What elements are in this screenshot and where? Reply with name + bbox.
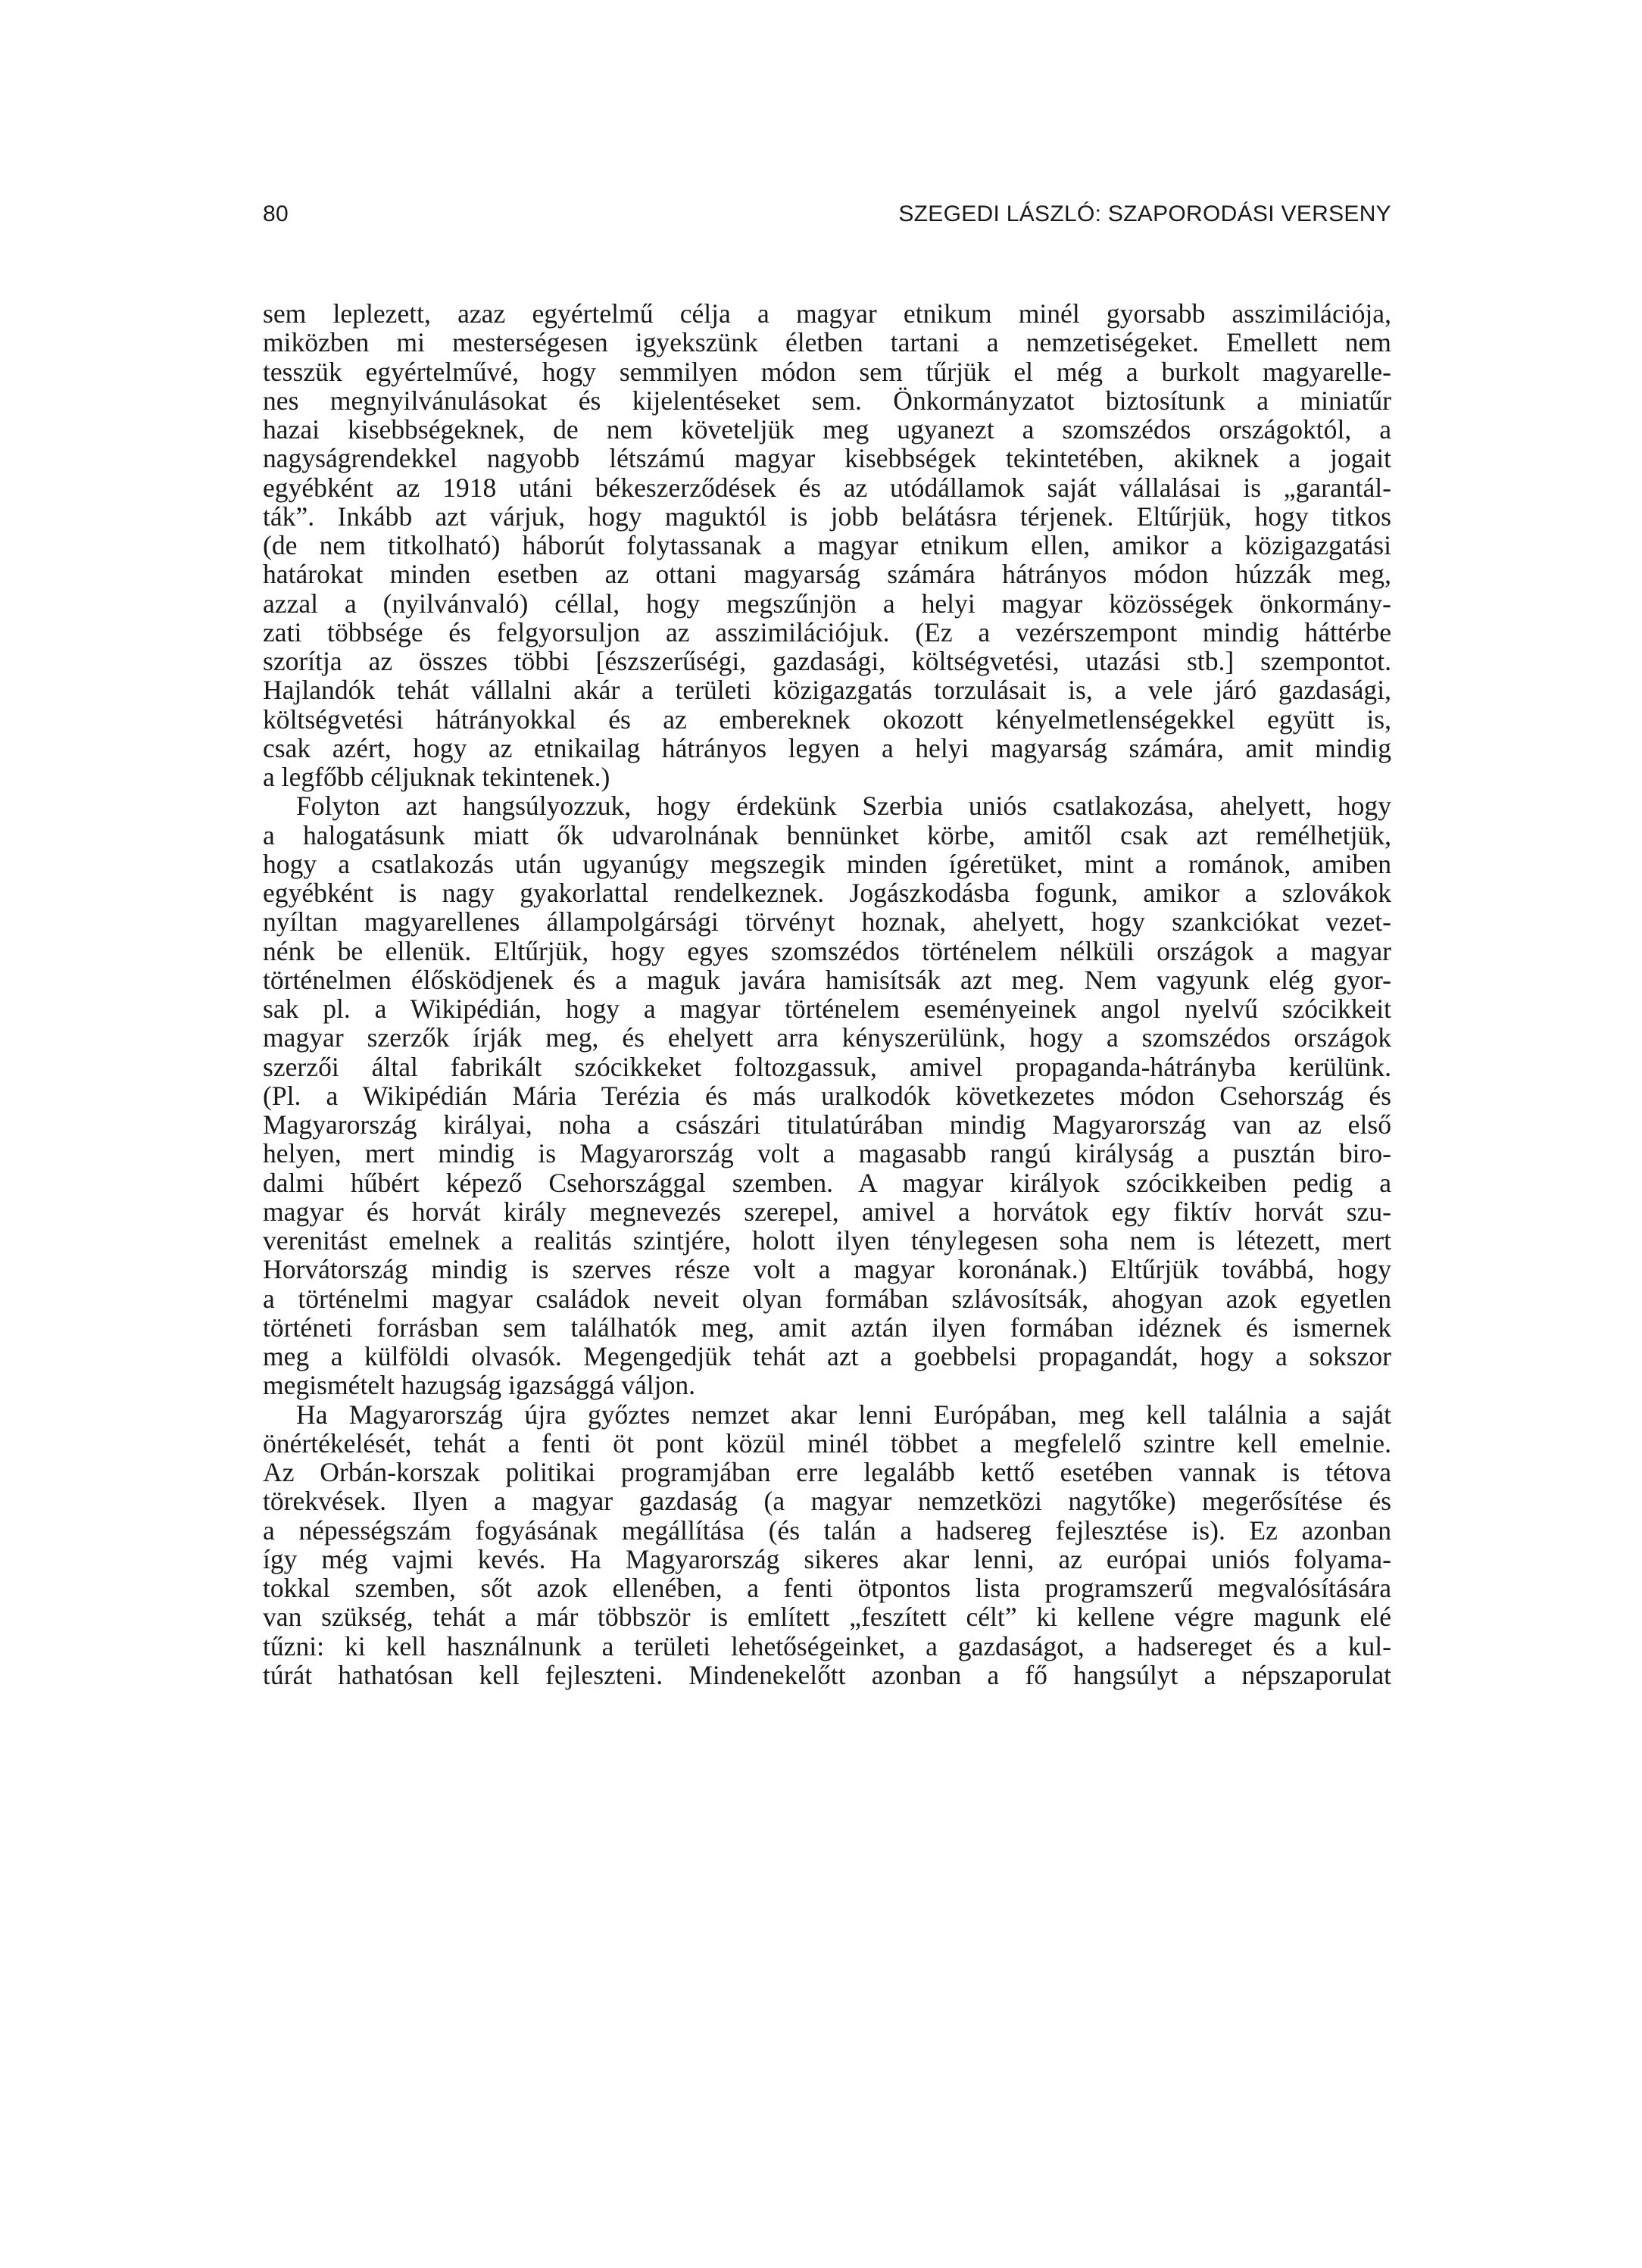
- text-line: szerzői által fabrikált szócikkeket foltozgassuk, amivel propaganda-hátrányba kerülünk.: [263, 1051, 1391, 1082]
- text-line: tokkal szemben, sőt azok ellenében, a fenti ötpontos lista programszerű megvalósítására: [263, 1573, 1391, 1603]
- text-line: költségvetési hátrányokkal és az embereknek okozott kényelmetlenségekkel együtt is,: [263, 703, 1391, 735]
- text-line: Ha Magyarország újra győztes nemzet akar lenni Európában, meg kell találnia a saját: [296, 1399, 1391, 1430]
- paragraph: [263, 299, 1391, 791]
- text-line: hogy a csatlakozás után ugyanúgy megszegik minden ígéretüket, mint a románok, amiben: [263, 848, 1391, 879]
- text-line: hazai kisebbségeknek, de nem követeljük meg ugyanezt a szomszédos országoktól, a: [263, 414, 1391, 445]
- text-line: megismételt hazugság igazsággá váljon.: [263, 1370, 696, 1401]
- text-line: egyébként is nagy gyakorlattal rendelkeznek. Jogászkodásba fogunk, amikor a szlovákok: [263, 878, 1391, 908]
- text-line: önértékelését, tehát a fenti öt pont közül minél többet a megfelelő szintre kell emelnie.: [263, 1427, 1391, 1458]
- text-line: helyen, mert mindig is Magyarország volt a magasabb rangú királyság a pusztán biro-: [263, 1138, 1391, 1169]
- paragraph: [263, 791, 1391, 1399]
- text-line: magyar szerzők írják meg, és ehelyett arra kényszerülünk, hogy a szomszédos országok: [263, 1022, 1391, 1053]
- text-line: zati többsége és felgyorsuljon az asszimilációjuk. (Ez a vezérszempont mindig háttérbe: [263, 616, 1391, 647]
- text-line: magyar és horvát király megnevezés szerepel, amivel a horvátok egy fiktív horvát szu-: [263, 1196, 1391, 1227]
- text-line: tűzni: ki kell használnunk a területi lehetőségeinket, a gazdaságot, a hadsereget és a kul-: [263, 1630, 1391, 1661]
- text-line: Az Orbán-korszak politikai programjában erre legalább kettő esetében vannak is tétova: [263, 1457, 1391, 1487]
- page-number: 80: [263, 201, 289, 226]
- text-line: ták”. Inkább azt várjuk, hogy maguktól is jobb belátásra térjenek. Eltűrjük, hogy titkos: [263, 501, 1391, 532]
- text-line: sem leplezett, azaz egyértelmű célja a magyar etnikum minél gyorsabb asszimilációja,: [263, 298, 1391, 329]
- text-line: törekvések. Ilyen a magyar gazdaság (a magyar nemzetközi nagytőke) megerősítése és: [263, 1486, 1391, 1517]
- text-line: a legfőbb céljuknak tekintenek.): [263, 762, 610, 792]
- text-line: Horvátország mindig is szerves része volt a magyar koronának.) Eltűrjük továbbá, hogy: [263, 1254, 1391, 1285]
- text-line: csak azért, hogy az etnikailag hátrányos legyen a helyi magyarság számára, amit mindig: [263, 732, 1391, 763]
- text-line: a népességszám fogyásának megállítása (és talán a hadsereg fejlesztése is). Ez azonban: [263, 1515, 1391, 1546]
- text-line: Folyton azt hangsúlyozzuk, hogy érdekünk Szerbia uniós csatlakozása, ahelyett, hogy: [296, 791, 1391, 822]
- text-line: (de nem titkolható) háborút folytassanak a magyar etnikum ellen, amikor a közigazgatási: [263, 530, 1391, 560]
- text-line: dalmi hűbért képező Csehországgal szemben. A magyar királyok szócikkeiben pedig a: [263, 1167, 1391, 1198]
- text-line: nyíltan magyarellenes állampolgársági törvényt hoznak, ahelyett, hogy szankciókat vezet-: [263, 906, 1391, 937]
- text-line: van szükség, tehát a már többször is említett „feszített célt” ki kellene végre magunk elé: [263, 1602, 1391, 1633]
- text-line: a történelmi magyar családok neveit olyan formában szlávosítsák, ahogyan azok egyetlen: [263, 1283, 1391, 1314]
- text-line: azzal a (nyilvánvaló) céllal, hogy megszűnjön a helyi magyar közösségek önkormány-: [263, 588, 1391, 619]
- running-header: [263, 201, 1391, 227]
- text-line: határokat minden esetben az ottani magyarság számára hátrányos módon húzzák meg,: [263, 559, 1391, 590]
- running-title: SZEGEDI LÁSZLÓ: SZAPORODÁSI VERSENY: [898, 201, 1391, 226]
- text-line: történelmen élősködjenek és a maguk javára hamisítsák azt meg. Nem vagyunk elég gyor-: [263, 964, 1391, 995]
- text-line: (Pl. a Wikipédián Mária Terézia és más uralkodók következetes módon Csehország és: [263, 1080, 1391, 1111]
- paragraph: [263, 1400, 1391, 1690]
- text-line: Hajlandók tehát vállalni akár a területi közigazgatás torzulásait is, a vele járó gazdasági,: [263, 675, 1391, 706]
- text-line: túrát hathatósan kell fejleszteni. Mindenekelőtt azonban a fő hangsúlyt a népszaporulat: [263, 1659, 1391, 1690]
- text-line: sak pl. a Wikipédián, hogy a magyar történelem eseményeinek angol nyelvű szócikkeit: [263, 994, 1391, 1024]
- text-line: a halogatásunk miatt ők udvarolnának bennünket körbe, amitől csak azt remélhetjük,: [263, 819, 1391, 850]
- text-line: Magyarország királyai, noha a császári titulatúrában mindig Magyarország van az első: [263, 1109, 1391, 1140]
- text-line: tesszük egyértelművé, hogy semmilyen módon sem tűrjük el még a burkolt magyarelle-: [263, 356, 1391, 387]
- text-line: történeti forrásban sem találhatók meg, amit aztán ilyen formában idéznek és ismernek: [263, 1312, 1391, 1343]
- text-line: miközben mi mesterségesen igyekszünk életben tartani a nemzetiségeket. Emellett nem: [263, 327, 1391, 358]
- text-line: szorítja az összes többi [észszerűségi, gazdasági, költségvetési, utazási stb.] szempontot.: [263, 646, 1391, 676]
- text-line: verenitást emelnek a realitás szintjére, holott ilyen ténylegesen soha nem is létezett, mert: [263, 1225, 1391, 1256]
- text-line: nagyságrendekkel nagyobb létszámú magyar kisebbségek tekintetében, akiknek a jogait: [263, 443, 1391, 474]
- text-line: nes megnyilvánulásokat és kijelentéseket sem. Önkormányzatot biztosítunk a miniatűr: [263, 385, 1391, 416]
- text-line: egyébként az 1918 utáni békeszerződések és az utódállamok saját vállalásai is „garantál-: [263, 472, 1391, 503]
- body-text: [263, 299, 1391, 1689]
- text-line: meg a külföldi olvasók. Megengedjük tehát azt a goebbelsi propagandát, hogy a sokszor: [263, 1341, 1391, 1371]
- text-line: így még vajmi kevés. Ha Magyarország sikeres akar lenni, az európai uniós folyama-: [263, 1543, 1391, 1574]
- text-line: nénk be ellenük. Eltűrjük, hogy egyes szomszédos történelem nélküli országok a magyar: [263, 935, 1391, 966]
